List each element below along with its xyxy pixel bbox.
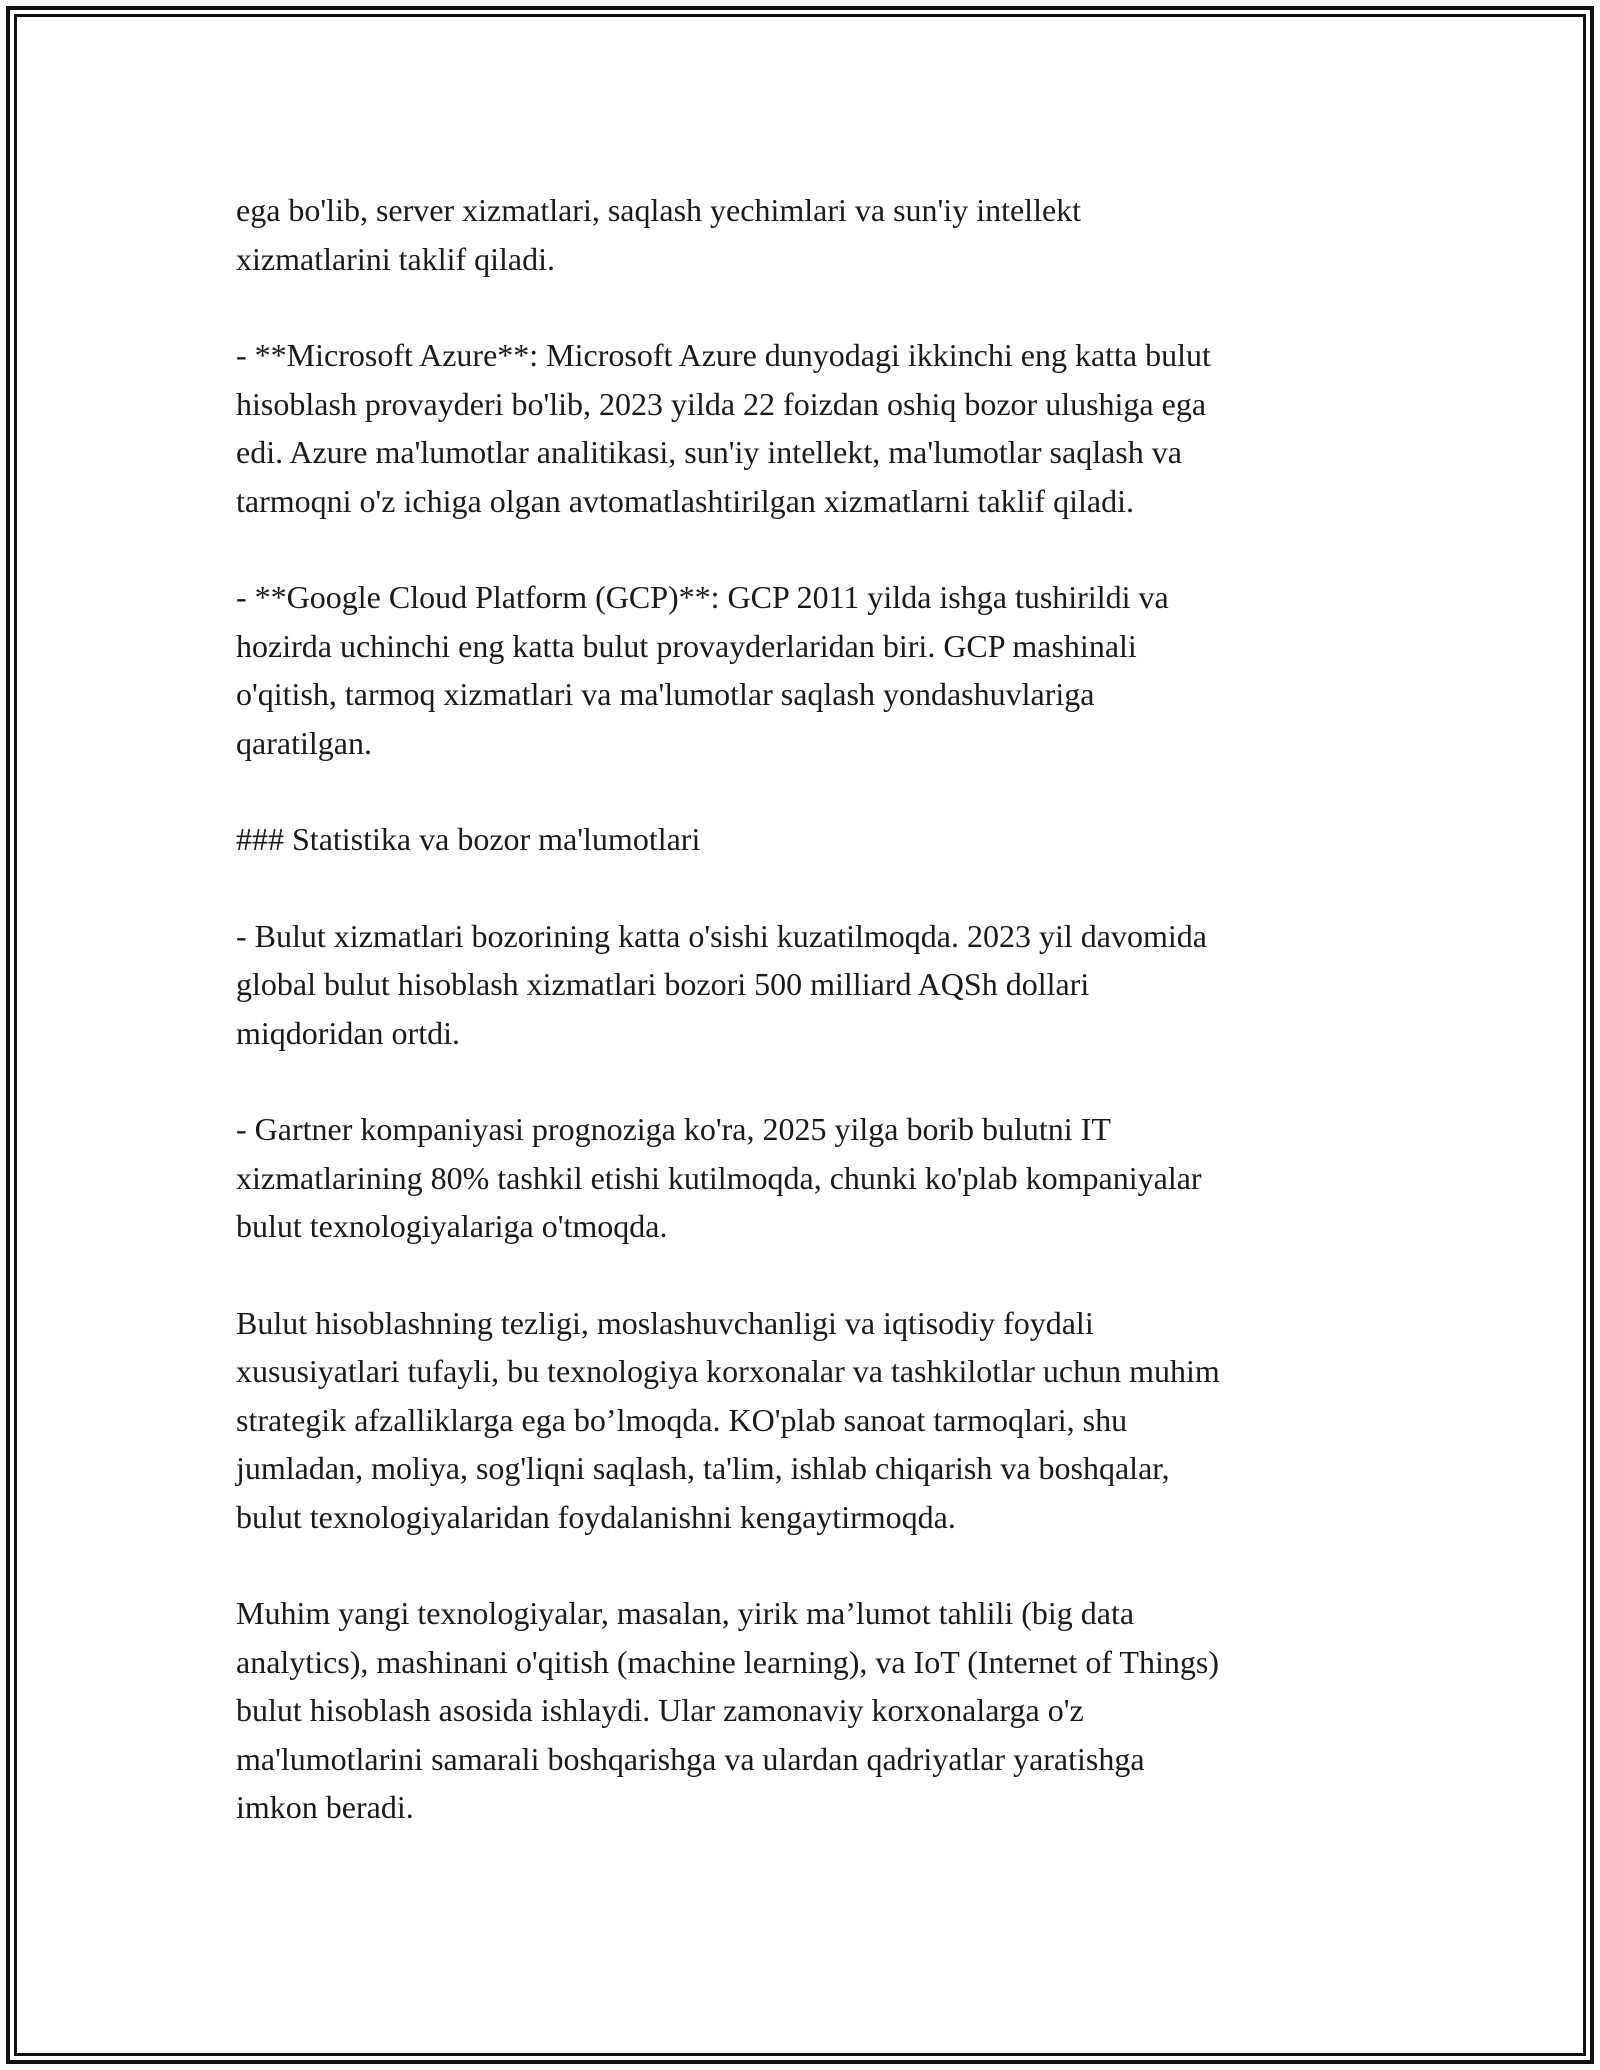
- paragraph-market-growth: - Bulut xizmatlari bozorining katta o'sishi kuzatilmoqda. 2023 yil davomida global bulut hisoblash xizmatlari bozori 500 milliard AQSh dollari miqdoridan ortdi.: [236, 917, 1207, 1051]
- paragraph-cloud-benefits: Bulut hisoblashning tezligi, moslashuvchanligi va iqtisodiy foydali xususiyatlari tufayli, bu texnologiya korxonalar va tashkilotlar uchun muhim strategik afzalliklarga ega bo’lmoqda. KO'plab sanoat tarmoqlari, shu jumladan, moliya, sog'liqni saqlash, ta'lim, ishlab chiqarish va boshqalar, bulut texnologiyalaridan foydalanishni kengaytirmoqda.: [236, 1304, 1220, 1535]
- document-body: [236, 186, 1376, 1832]
- paragraph-new-technologies: Muhim yangi texnologiyalar, masalan, yirik ma’lumot tahlili (big data analytics), mashinani o'qitish (machine learning), va IoT (Internet of Things) bulut hisoblash asosida ishlaydi. Ular zamonaviy korxonalarga o'z ma'lumotlarini samarali boshqarishga va ulardan qadriyatlar yaratishga imkon beradi.: [236, 1595, 1219, 1825]
- paragraph-microsoft-azure: - **Microsoft Azure**: Microsoft Azure dunyodagi ikkinchi eng katta bulut hisoblash provayderi bo'lib, 2023 yilda 22 foizdan oshiq bozor ulushiga ega edi. Azure ma'lumotlar analitikasi, sun'iy intellekt, ma'lumotlar saqlash va tarmoqni o'z ichiga olgan avtomatlashtirilgan xizmatlarni taklif qiladi.: [236, 337, 1211, 519]
- paragraph-aws-continuation: ega bo'lib, server xizmatlari, saqlash yechimlari va sun'iy intellekt xizmatlarini taklif qiladi.: [236, 192, 1082, 277]
- paragraph-google-cloud: - **Google Cloud Platform (GCP)**: GCP 2011 yilda ishga tushirildi va hozirda uchinchi eng katta bulut provayderlaridan biri. GCP mashinali o'qitish, tarmoq xizmatlari va ma'lumotlar saqlash yondashuvlariga qaratilgan.: [236, 579, 1169, 761]
- paragraph-gartner-forecast: - Gartner kompaniyasi prognoziga ko'ra, 2025 yilga borib bulutni IT xizmatlarining 80% tashkil etishi kutilmoqda, chunki ko'plab kompaniyalar bulut texnologiyalariga o'tmoqda.: [236, 1111, 1202, 1244]
- section-heading-statistics: ### Statistika va bozor ma'lumotlari: [236, 821, 701, 857]
